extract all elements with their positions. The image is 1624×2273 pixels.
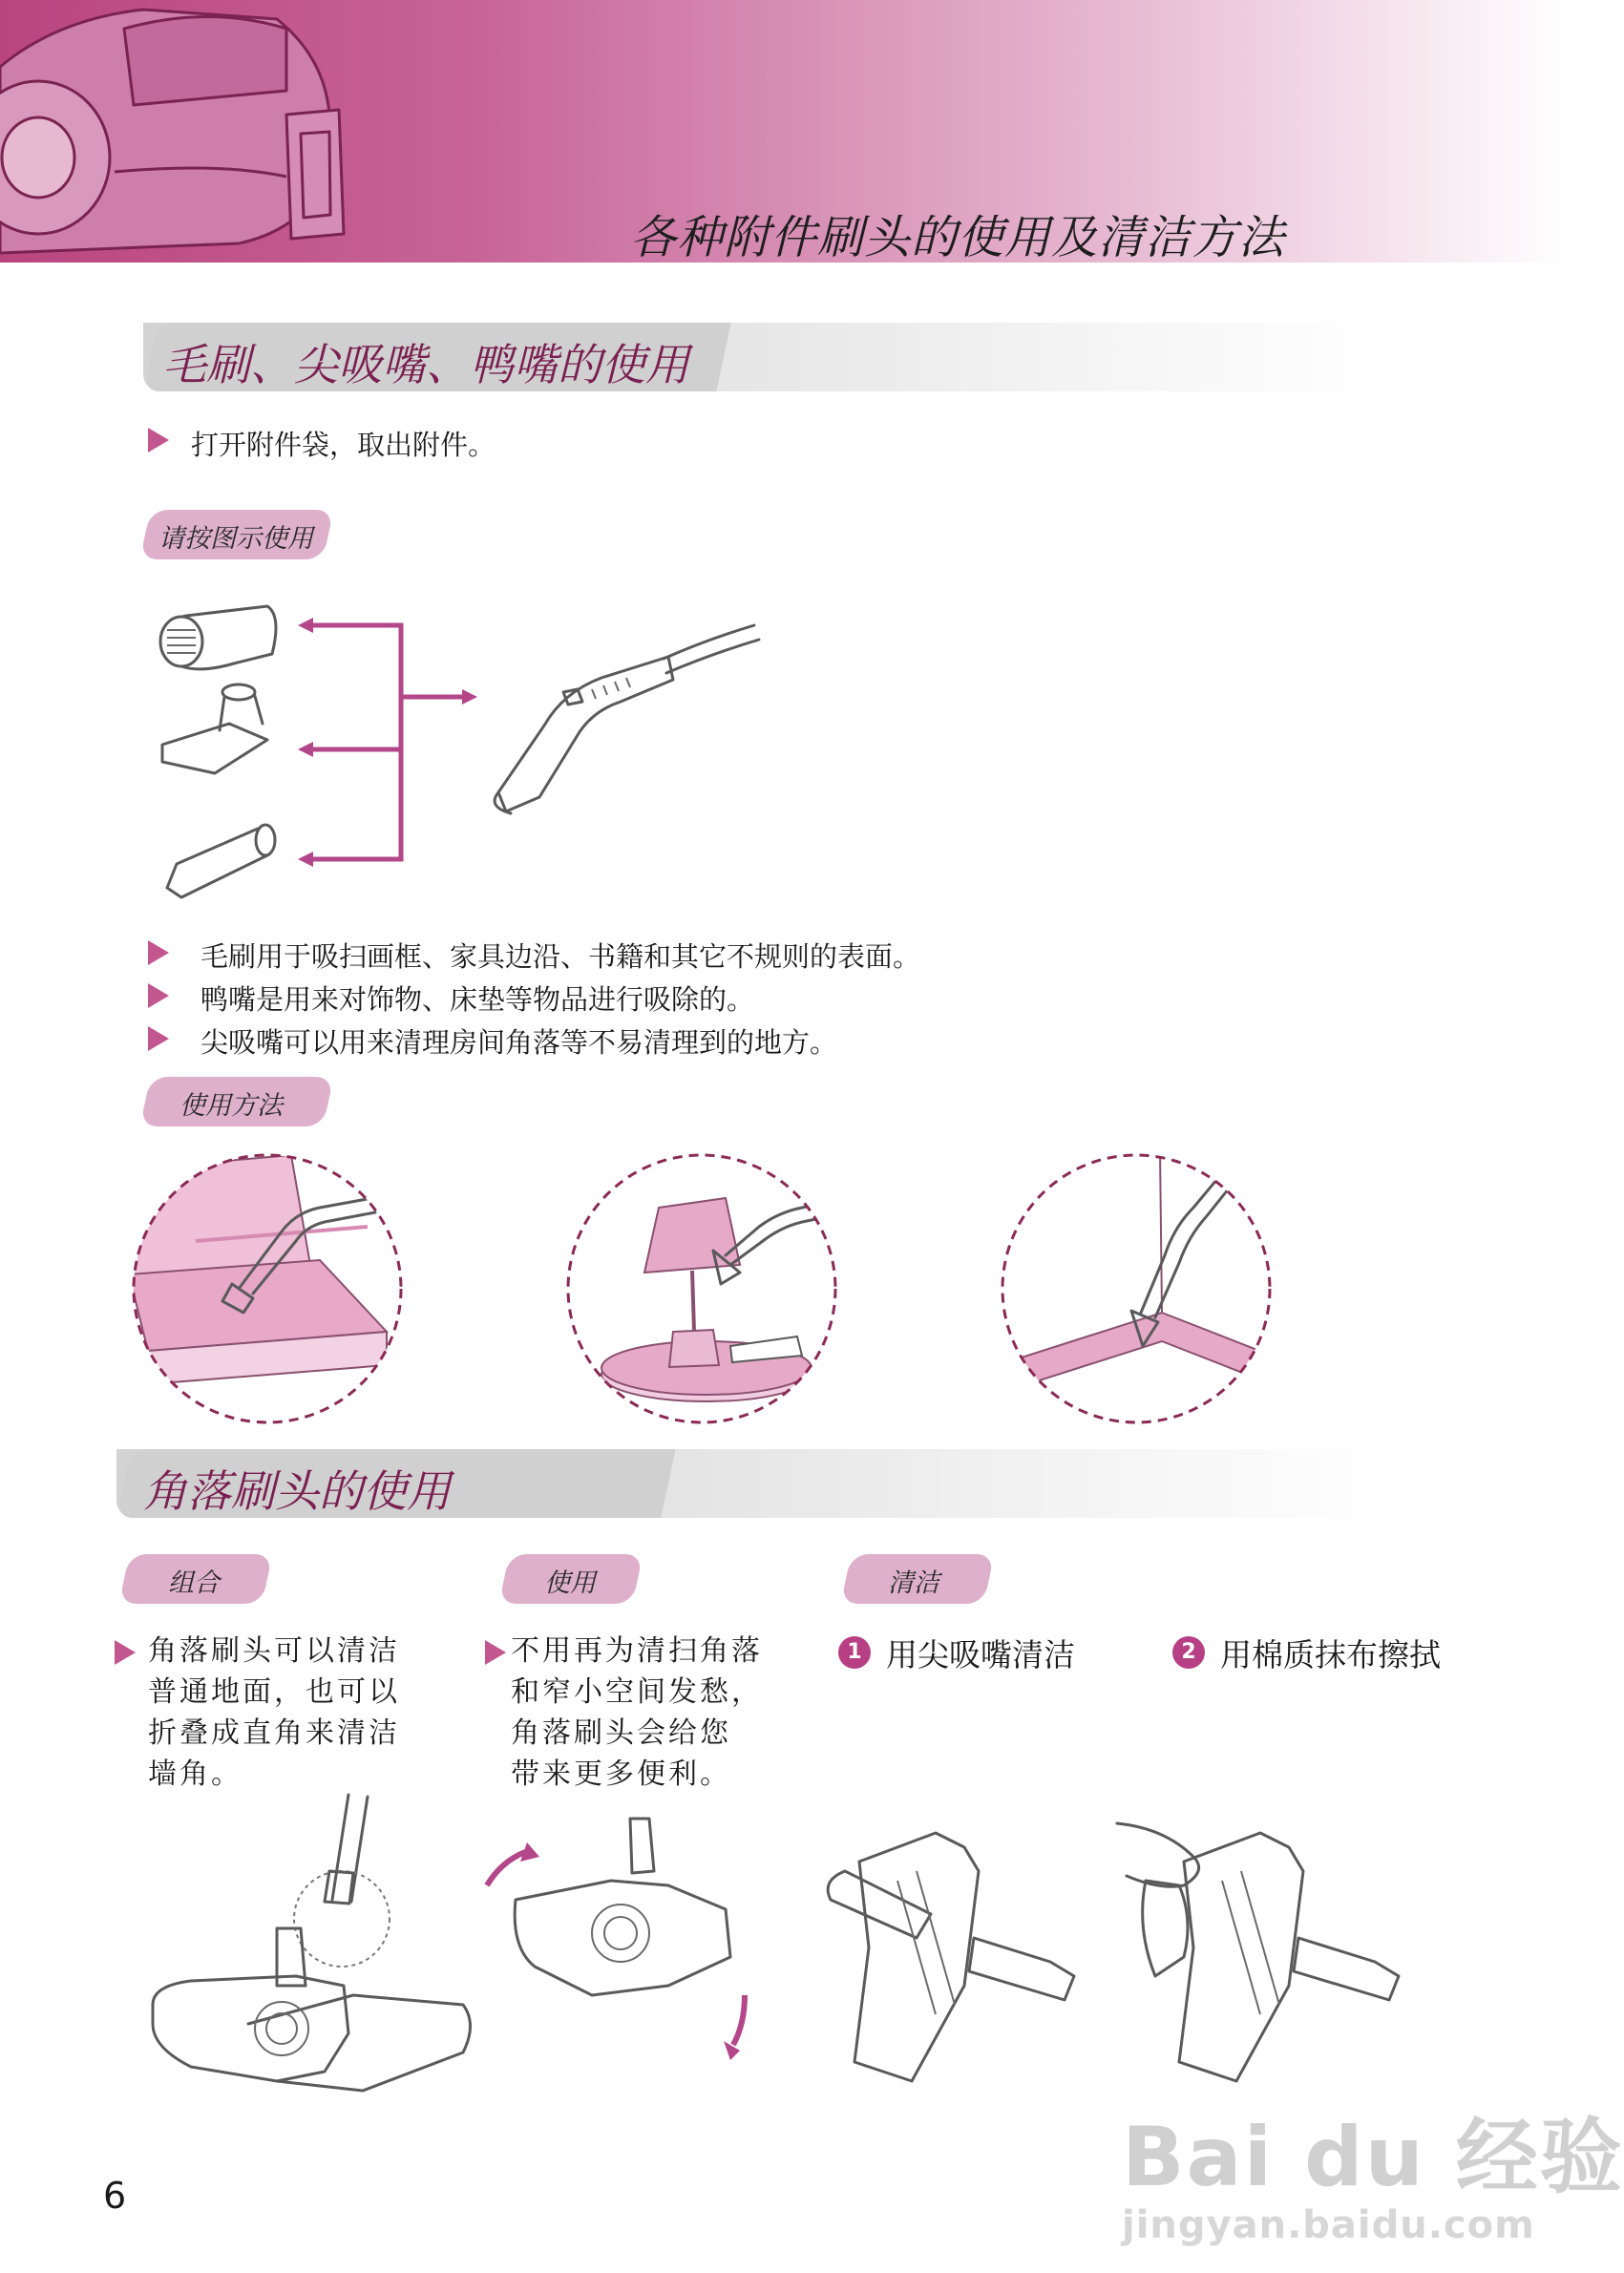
step-number-badge: 2	[1172, 1636, 1205, 1669]
watermark-logo-text: Bai du 经验	[1122, 2110, 1624, 2205]
use-line: 角落刷头会给您	[511, 1716, 731, 1750]
usage-illustrations	[129, 1150, 1294, 1437]
sofa-cleaning-illustration	[129, 1150, 415, 1437]
bullet-arrow-icon	[148, 983, 169, 1008]
use-line: 带来更多便利。	[511, 1757, 731, 1791]
watermark-url: jingyan.baidu.com	[1122, 2203, 1535, 2247]
use-line: 不用再为清扫角落	[511, 1634, 763, 1668]
bullet-arrow-icon	[148, 1026, 169, 1051]
bullet-arrow-icon	[148, 428, 169, 452]
clean-step-text: 用棉质抹布擦拭	[1220, 1636, 1441, 1673]
vacuum-cleaner-illustration	[0, 0, 363, 263]
baidu-watermark	[1122, 2091, 1624, 2247]
upholstery-nozzle-icon	[162, 684, 267, 773]
section-title: 角落刷头的使用	[143, 1465, 451, 1517]
combine-description	[148, 1631, 463, 1795]
wand-handle-icon	[495, 625, 759, 813]
crevice-nozzle-icon	[167, 825, 275, 897]
section-title: 毛刷、尖吸嘴、鸭嘴的使用	[162, 339, 689, 390]
combine-line: 折叠成直角来清洁	[148, 1716, 400, 1750]
page-title: 各种附件刷头的使用及清洁方法	[630, 211, 1286, 264]
pill-label: 使用	[544, 1568, 596, 1598]
bullet-arrow-icon	[148, 940, 169, 965]
bullet-duck-nozzle: 鸭嘴是用来对饰物、床垫等物品进行吸除的。	[200, 983, 755, 1016]
corner-cleaning-illustration	[998, 1150, 1284, 1437]
pill-label: 清洁	[888, 1568, 939, 1598]
page-number: 6	[103, 2175, 127, 2217]
corner-brush-illustrations	[134, 1795, 1489, 2110]
combine-line: 墙角。	[148, 1757, 243, 1791]
corner-brush-folding-icon	[487, 1819, 745, 2060]
pill-label: 使用方法	[179, 1091, 283, 1121]
brush-attachment-icon	[160, 606, 276, 669]
step-number-badge: 1	[838, 1636, 871, 1669]
lamp-cleaning-illustration	[563, 1150, 850, 1437]
corner-brush-assembly-icon	[153, 1795, 471, 2091]
combine-line: 角落刷头可以清洁	[148, 1634, 400, 1668]
crevice-nozzle-cleaning-icon	[828, 1833, 1074, 2081]
bullet-arrow-icon	[485, 1640, 506, 1665]
intro-text: 打开附件袋，取出附件。	[191, 429, 496, 461]
use-line: 和窄小空间发愁，	[511, 1675, 763, 1709]
use-description	[511, 1631, 826, 1795]
bullet-crevice: 尖吸嘴可以用来清理房间角落等不易清理到的地方。	[200, 1026, 838, 1059]
combine-line: 普通地面，也可以	[148, 1675, 400, 1709]
pill-label: 组合	[168, 1568, 220, 1598]
clean-step-text: 用尖吸嘴清洁	[886, 1636, 1075, 1673]
cloth-wiping-icon	[1117, 1823, 1399, 2081]
attachments-diagram	[143, 582, 792, 907]
bullet-arrow-icon	[115, 1640, 136, 1665]
pill-label: 请按图示使用	[158, 524, 313, 554]
bullet-brush: 毛刷用于吸扫画框、家具边沿、书籍和其它不规则的表面。	[200, 940, 921, 973]
